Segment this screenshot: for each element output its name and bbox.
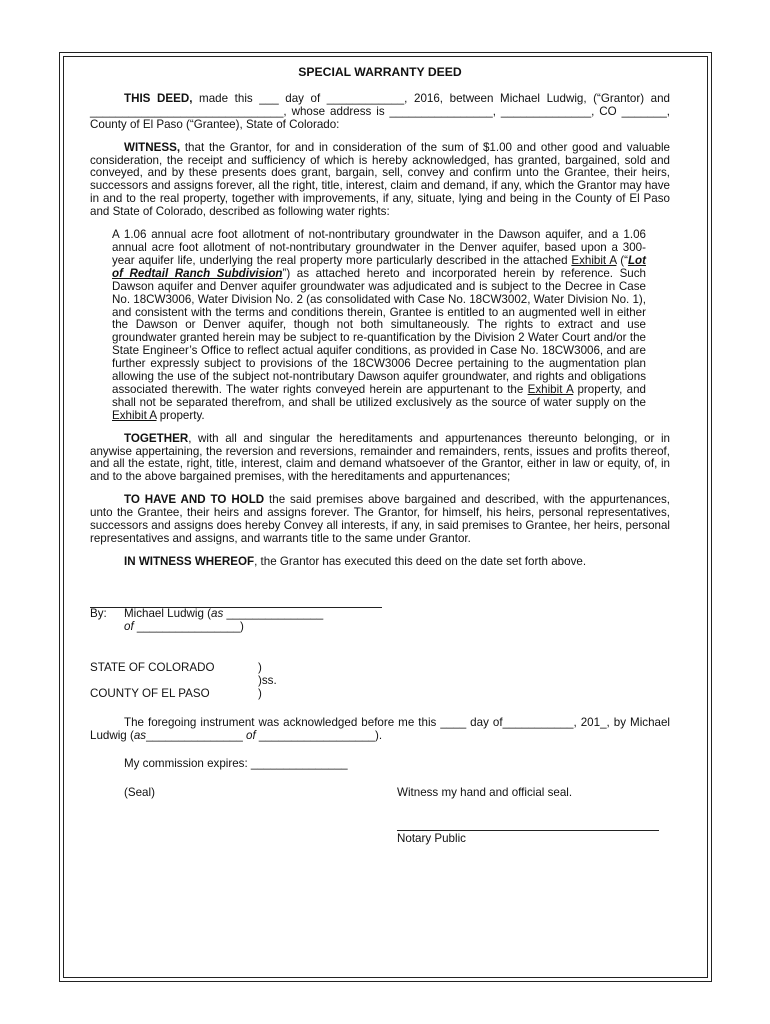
signer-name-text: Michael Ludwig ( [124, 606, 211, 620]
witness-paragraph [90, 142, 670, 219]
exhibit-a-link-3: Exhibit A [112, 408, 157, 422]
water-rights-text-4: property, and shall not be separated therefrom, and shall be utilized exclusively as the source of water supply on the [112, 382, 646, 409]
exhibit-a-link-1: Exhibit A [571, 253, 617, 267]
water-rights-text-5: property. [156, 408, 205, 422]
signature-of-row [90, 621, 670, 634]
in-witness-lead: IN WITNESS WHEREOF [124, 554, 255, 568]
water-rights-text-3: ”) as attached hereto and incorporated herein by reference. Such Dawson aquifer and Denver aquifer groundwater was adjudicated and is subject to the Decree in Case No. 18CW3006, Water Division No. 2 (as consolidated with Case No. 18CW3002, Water Division No. 1), and consistent with the terms and conditions therein, Grantee is entitled to an augmented well in either the Dawson or Denver aquifer, though not both simultaneously. The rights to extract and use groundwater granted herein may be subject to re-quantification by the Division 2 Water Court and/or the State Engineer’s Office to reflect actual aquifer conditions, as provided in Case No. 18CW3006, and are further expressly subject to provisions of the 18CW3006 Decree pertaining to the augmentation plan allowing the use of the subject not-nontributary Dawson aquifer groundwater, and rights and obligations associated therewith. The water rights conveyed herein are appurtenant to the [112, 266, 646, 396]
venue-block [90, 662, 670, 701]
witness-hand-label: Witness my hand and official seal. [397, 786, 573, 800]
state-label: STATE OF COLORADO [90, 660, 215, 674]
water-rights-text-2: (“ [616, 253, 628, 267]
document-title: SPECIAL WARRANTY DEED [298, 65, 462, 79]
intro-text: made this ___ day of ____________, 2016, between Michael Ludwig, (“Grantor) and ______________________________, whose address is ________________, ______________, CO _______, County of El Paso (“Grantee), State of Colorado: [90, 91, 670, 131]
in-witness-text: , the Grantor has executed this deed on the date set forth above. [254, 554, 587, 568]
witness-lead: WITNESS, [124, 140, 181, 154]
in-witness-paragraph [90, 556, 670, 569]
of-blank: ________________) [133, 619, 244, 633]
witness-text: that the Grantor, for and in consideration of the sum of $1.00 and other good and valuable consideration, the receipt and sufficiency of which is hereby acknowledged, has granted, bargained, sold and conveyed, and by these presents does grant, bargain, sell, convey and confirm unto the Grantee, their heirs, successors and assigns forever, all the right, title, interest, claim and demand, if any, which the Grantor may have in and to the real property, together with improvements, if any, situate, lying and being in the County of El Paso and State of Colorado, described as following water rights: [90, 140, 670, 219]
intro-lead: THIS DEED, [124, 91, 193, 105]
ack-text: The foregoing instrument was acknowledged before me this ____ day of___________, 201_, by Michael Ludwig ( [90, 715, 670, 742]
as-blank: _______________ [223, 606, 324, 620]
ack-blank-2: __________________). [255, 728, 383, 742]
ack-as-label: as [133, 728, 147, 742]
together-paragraph [90, 433, 670, 485]
as-label: as [211, 606, 224, 620]
of-label: of [124, 619, 134, 633]
venue-ss: )ss. [258, 673, 277, 687]
to-have-paragraph [90, 494, 670, 546]
signer-of [124, 621, 244, 634]
ack-blank-1: _______________ [146, 728, 247, 742]
venue-paren-2: ) [258, 686, 262, 700]
acknowledgment-paragraph [90, 717, 670, 743]
by-label: By: [90, 606, 107, 620]
to-have-lead: TO HAVE AND TO HOLD [124, 493, 265, 507]
seal-row [90, 787, 670, 800]
water-rights-text-1: A 1.06 annual acre foot allotment of not-nontributary groundwater in the Dawson aquifer, and a 1.06 annual acre foot allotment of not-nontributary groundwater in the Denver aquifer, based upon a 300-year aquifer life, underlying the real property more particularly described in the attached [112, 228, 646, 267]
notary-public-signature: Notary Public [397, 830, 659, 846]
to-have-text: the said premises above bargained and described, with the appurtenances, unto the Grantee, their heirs and assigns forever. The Grantor, for himself, his heirs, personal representatives, successors and assigns does hereby Convey all interests, if any, in said premises to Grantee, her heirs, personal representatives and assigns, and warrants title to the same under Grantor. [90, 493, 670, 545]
water-rights-description [112, 229, 646, 423]
deed-document [90, 66, 670, 846]
county-label: COUNTY OF EL PASO [90, 686, 210, 700]
venue-paren-1: ) [258, 660, 262, 674]
exhibit-a-link-2: Exhibit A [527, 382, 574, 396]
seal-label: (Seal) [124, 786, 155, 800]
commission-expires: My commission expires: _______________ [124, 757, 348, 771]
ack-of-label: of [246, 728, 256, 742]
together-lead: TOGETHER [124, 431, 189, 445]
lot-subdivision-label: Lot of Redtail Ranch Subdivision [112, 253, 646, 280]
intro-paragraph [90, 93, 670, 132]
together-text: , with all and singular the hereditaments and appurtenances thereunto belonging, or in anywise appertaining, the reversion and reversions, remainder and remainders, rents, issues and profits thereof, and all the estate, right, title, interest, claim and demand whatsoever of the Grantor, either in law or equity, of, in and to the above bargained premises, with the hereditaments and appurtenances; [90, 431, 670, 484]
